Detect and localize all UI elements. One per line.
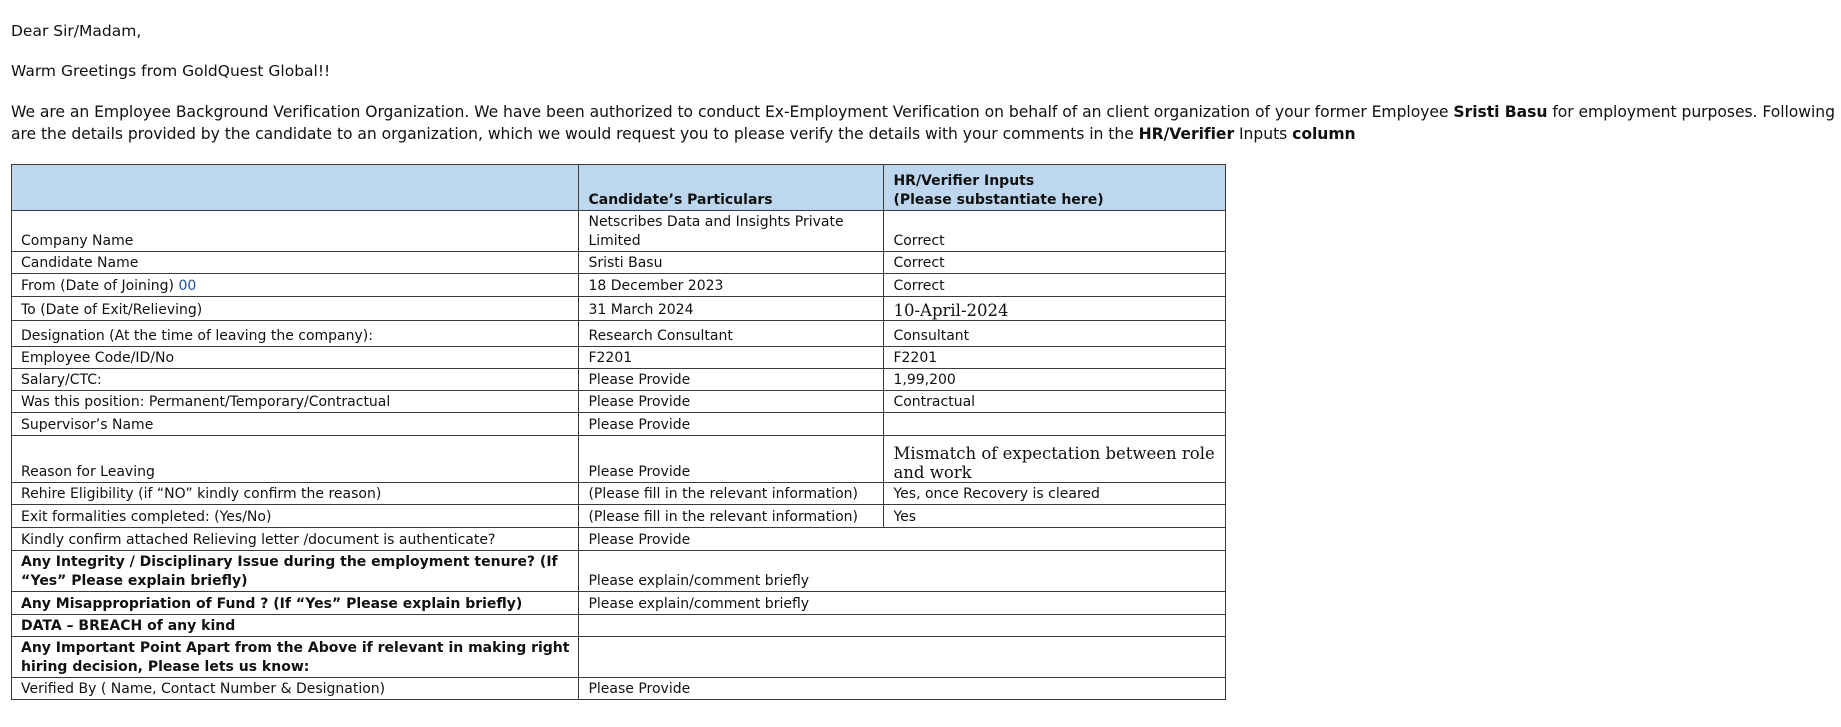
row-candidate: Please explain/comment briefly <box>579 551 1226 592</box>
table-row <box>12 637 1226 678</box>
row-verifier: Correct <box>884 252 1226 274</box>
table-header-row <box>12 165 1226 211</box>
table-row <box>12 551 1226 592</box>
table-row <box>12 252 1226 274</box>
employee-name: Sristi Basu <box>1453 103 1548 121</box>
header-col-candidate: Candidate’s Particulars <box>579 165 884 211</box>
verification-table <box>11 164 1226 700</box>
row-candidate: Please explain/comment briefly <box>579 592 1226 615</box>
row-candidate: Sristi Basu <box>579 252 884 274</box>
row-verifier: Contractual <box>884 391 1226 413</box>
row-candidate: Please Provide <box>579 369 884 391</box>
row-label: Was this position: Permanent/Temporary/Contractual <box>12 391 579 413</box>
row-candidate: 31 March 2024 <box>579 297 884 321</box>
row-label: Employee Code/ID/No <box>12 347 579 369</box>
table-row <box>12 413 1226 436</box>
row-candidate: 18 December 2023 <box>579 274 884 297</box>
row-candidate: Please Provide <box>579 678 1226 700</box>
row-verifier: 10-April-2024 <box>884 297 1226 321</box>
greeting: Warm Greetings from GoldQuest Global!! <box>11 62 331 80</box>
table-row <box>12 274 1226 297</box>
header-col-field <box>12 165 579 211</box>
salutation: Dear Sir/Madam, <box>11 22 142 40</box>
table-row <box>12 297 1226 321</box>
row-label: DATA – BREACH of any kind <box>12 615 579 637</box>
header-col-verifier: HR/Verifier Inputs (Please substantiate here) <box>884 165 1226 211</box>
row-label: Supervisor’s Name <box>12 413 579 436</box>
row-candidate: F2201 <box>579 347 884 369</box>
row-label: Rehire Eligibility (if “NO” kindly confirm the reason) <box>12 483 579 505</box>
row-label: To (Date of Exit/Relieving) <box>12 297 579 321</box>
row-verifier: 1,99,200 <box>884 369 1226 391</box>
row-label: Any Important Point Apart from the Above if relevant in making right hiring decision, Please lets us know: <box>12 637 579 678</box>
row-candidate: Please Provide <box>579 391 884 413</box>
row-candidate: Please Provide <box>579 528 1226 551</box>
row-label: Company Name <box>12 211 579 252</box>
row-candidate: Please Provide <box>579 413 884 436</box>
row-label: Candidate Name <box>12 252 579 274</box>
row-candidate: Please Provide <box>579 436 884 483</box>
row-verifier: Mismatch of expectation between role and work <box>884 436 1226 483</box>
row-verifier: F2201 <box>884 347 1226 369</box>
row-candidate <box>579 615 1226 637</box>
row-verifier: Correct <box>884 274 1226 297</box>
table-row <box>12 347 1226 369</box>
row-verifier: Yes, once Recovery is cleared <box>884 483 1226 505</box>
row-candidate: (Please fill in the relevant information) <box>579 505 884 528</box>
row-label: Any Integrity / Disciplinary Issue during the employment tenure? (If “Yes” Please explain briefly) <box>12 551 579 592</box>
row-label: Verified By ( Name, Contact Number & Designation) <box>12 678 579 700</box>
row-verifier: Correct <box>884 211 1226 252</box>
row-label: Salary/CTC: <box>12 369 579 391</box>
row-label: Reason for Leaving <box>12 436 579 483</box>
row-candidate: Netscribes Data and Insights Private Limited <box>579 211 884 252</box>
table-row <box>12 321 1226 347</box>
intro-paragraph: We are an Employee Background Verification Organization. We have been authorized to conduct Ex-Employment Verification on behalf of an client organization of your former Employee Sristi Basu for employment purposes. Following are the details provided by the candidate to an organization, which we would request you to please verify the details with your comments in the HR/Verifier Inputs column <box>11 103 1835 143</box>
table-row <box>12 211 1226 252</box>
table-row <box>12 615 1226 637</box>
row-label: From (Date of Joining) 00 <box>12 274 579 297</box>
table-row <box>12 678 1226 700</box>
table-row <box>12 528 1226 551</box>
row-label: Exit formalities completed: (Yes/No) <box>12 505 579 528</box>
table-row <box>12 369 1226 391</box>
table-row <box>12 592 1226 615</box>
row-candidate: (Please fill in the relevant information) <box>579 483 884 505</box>
row-label: Any Misappropriation of Fund ? (If “Yes” Please explain briefly) <box>12 592 579 615</box>
table-row <box>12 483 1226 505</box>
row-label: Designation (At the time of leaving the company): <box>12 321 579 347</box>
row-verifier <box>884 413 1226 436</box>
row-candidate <box>579 637 1226 678</box>
table-row <box>12 391 1226 413</box>
row-verifier: Yes <box>884 505 1226 528</box>
table-row <box>12 436 1226 483</box>
row-candidate: Research Consultant <box>579 321 884 347</box>
table-row <box>12 505 1226 528</box>
row-label: Kindly confirm attached Relieving letter /document is authenticate? <box>12 528 579 551</box>
row-verifier: Consultant <box>884 321 1226 347</box>
